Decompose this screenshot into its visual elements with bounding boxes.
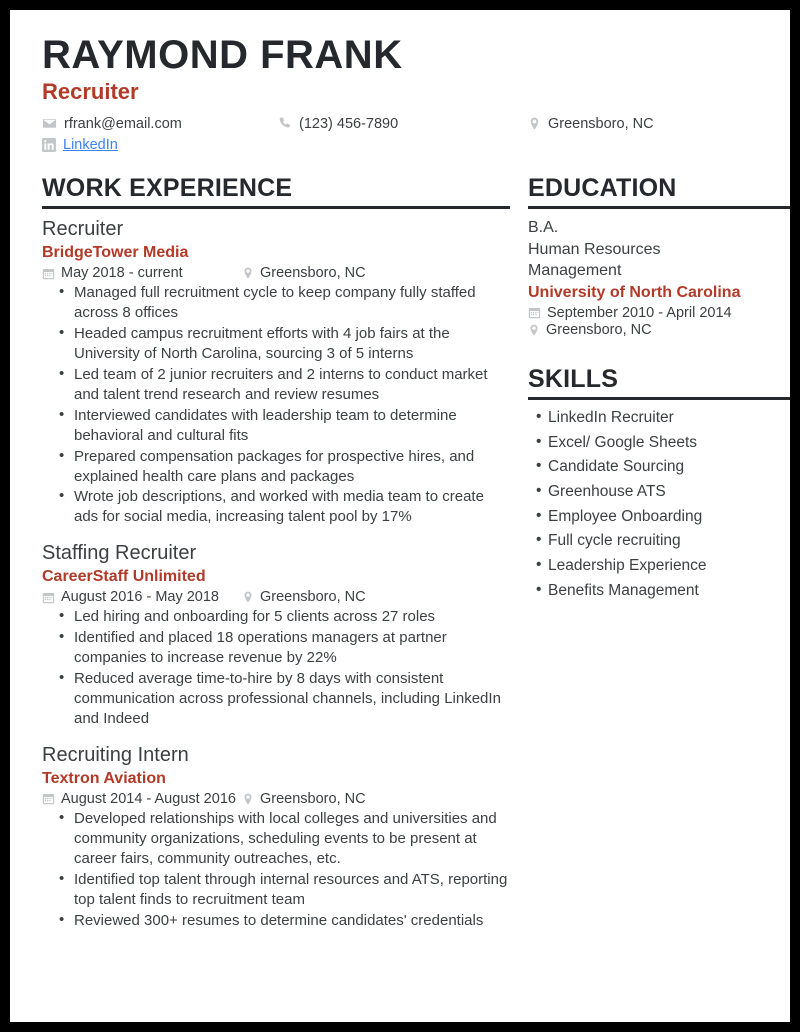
section-divider (528, 206, 790, 209)
contact-location-text: Greensboro, NC (548, 115, 654, 132)
list-item: • Full cycle recruiting (548, 531, 790, 551)
education-field-line-1: Human Resources (528, 240, 661, 258)
list-item: • Wrote job descriptions, and worked with media team to create ads for social media, increasing talent pool by 17% (72, 487, 510, 527)
education-school: University of North Carolina (528, 283, 741, 301)
experience-dates-text: August 2014 - August 2016 (61, 790, 236, 807)
list-item: • Reviewed 300+ resumes to determine candidates' credentials (72, 911, 510, 931)
left-column (42, 175, 510, 932)
experience-bullets (42, 809, 510, 931)
experience-dates (42, 265, 242, 281)
list-item: • Managed full recruitment cycle to keep company fully staffed across 8 offices (72, 283, 510, 323)
list-item: • Reduced average time-to-hire by 8 days with consistent communication across professional channels, including LinkedIn and Indeed (72, 669, 510, 729)
section-divider (528, 397, 790, 400)
list-item: • Prepared compensation packages for prospective hires, and explained health care plans and packages (72, 447, 510, 487)
list-item: • Identified and placed 18 operations managers at partner companies to increase revenue by 22% (72, 628, 510, 668)
resume-page (10, 10, 790, 1022)
map-pin-icon (242, 792, 254, 806)
contact-row-secondary (42, 137, 768, 153)
experience-company: BridgeTower Media (42, 244, 189, 262)
column-gap (510, 175, 528, 932)
experience-role: Staffing Recruiter (42, 542, 197, 565)
calendar-icon (528, 306, 541, 319)
work-experience-heading: WORK EXPERIENCE (42, 173, 293, 202)
list-item: • Employee Onboarding (548, 507, 790, 527)
skills-heading: SKILLS (528, 364, 619, 393)
experience-location-text: Greensboro, NC (260, 790, 366, 807)
map-pin-icon (528, 323, 540, 337)
phone-icon (278, 116, 292, 131)
experience-location-text: Greensboro, NC (260, 265, 366, 282)
experience-dates-text: May 2018 - current (61, 265, 183, 282)
contact-phone-text: (123) 456-7890 (299, 115, 399, 132)
envelope-icon (42, 116, 57, 131)
education-location-text: Greensboro, NC (546, 321, 652, 338)
list-item: • Identified top talent through internal resources and ATS, reporting top talent finds to recruitment team (72, 870, 510, 910)
experience-role: Recruiter (42, 218, 124, 241)
resume-header (32, 34, 768, 153)
experience-dates-text: August 2016 - May 2018 (61, 589, 219, 606)
right-column (528, 175, 790, 932)
experience-entry (42, 541, 510, 729)
experience-meta (42, 791, 510, 807)
list-item: • Led team of 2 junior recruiters and 2 interns to conduct market and talent trend research and review resumes (72, 365, 510, 405)
section-divider (42, 206, 510, 209)
contact-location (528, 116, 654, 132)
calendar-icon (42, 267, 55, 280)
work-experience-section (42, 175, 510, 931)
map-pin-icon (242, 266, 254, 280)
experience-meta (42, 589, 510, 605)
contact-linkedin[interactable] (42, 137, 278, 153)
list-item: • Leadership Experience (548, 556, 790, 576)
map-pin-icon (242, 590, 254, 604)
experience-location (242, 589, 366, 605)
experience-dates (42, 589, 242, 605)
experience-location-text: Greensboro, NC (260, 589, 366, 606)
education-heading: EDUCATION (528, 173, 677, 202)
list-item: • Greenhouse ATS (548, 482, 790, 502)
list-item: • Interviewed candidates with leadership team to determine behavioral and cultural fits (72, 406, 510, 446)
experience-dates (42, 791, 242, 807)
experience-company: CareerStaff Unlimited (42, 568, 206, 586)
experience-role: Recruiting Intern (42, 743, 189, 766)
experience-location (242, 265, 366, 281)
education-dates (528, 305, 790, 321)
list-item: • Headed campus recruitment efforts with 4 job fairs at the University of North Carolina, sourcing 3 of 5 interns (72, 324, 510, 364)
list-item: • Developed relationships with local colleges and universities and community organizations, scheduling events to be present at career fairs, community outreaches, etc. (72, 809, 510, 869)
contact-row-primary (42, 116, 768, 132)
contact-email-text: rfrank@email.com (64, 115, 182, 132)
calendar-icon (42, 792, 55, 805)
skills-section (528, 366, 790, 601)
experience-location (242, 791, 366, 807)
experience-bullets (42, 607, 510, 729)
education-dates-text: September 2010 - April 2014 (547, 304, 732, 321)
page-title: RAYMOND FRANK (42, 33, 403, 77)
calendar-icon (42, 591, 55, 604)
contact-phone[interactable] (278, 116, 528, 132)
education-degree: B.A. (528, 219, 559, 237)
contact-email[interactable] (42, 116, 278, 132)
experience-entry (42, 217, 510, 527)
experience-meta (42, 265, 510, 281)
contact-linkedin-text[interactable]: LinkedIn (63, 136, 118, 153)
skills-list (528, 408, 790, 601)
list-item: • Candidate Sourcing (548, 457, 790, 477)
map-pin-icon (528, 116, 541, 131)
job-title: Recruiter (42, 79, 139, 105)
education-field-line-2: Management (528, 262, 622, 280)
list-item: • Excel/ Google Sheets (548, 433, 790, 453)
experience-company: Textron Aviation (42, 769, 166, 787)
list-item: • LinkedIn Recruiter (548, 408, 790, 428)
education-location (528, 322, 790, 338)
list-item: • Benefits Management (548, 581, 790, 601)
experience-entry (42, 743, 510, 931)
list-item: • Led hiring and onboarding for 5 clients across 27 roles (72, 607, 510, 627)
experience-bullets (42, 283, 510, 527)
resume-body (32, 175, 768, 932)
linkedin-icon (42, 138, 56, 152)
education-section (528, 175, 790, 338)
